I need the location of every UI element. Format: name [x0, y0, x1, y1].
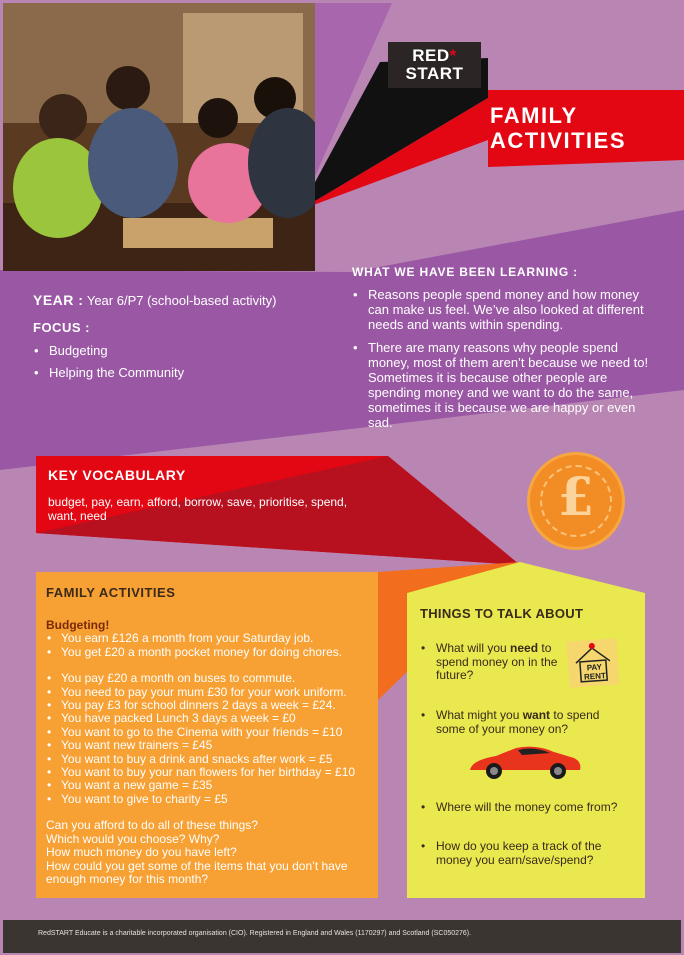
focus-list — [33, 343, 184, 387]
question: How could you get some of the items that you don’t have enough money for this month? — [46, 858, 348, 886]
vocabulary-text: budget, pay, earn, afford, borrow, save, prioritise, spend, want, need — [48, 495, 348, 523]
activity-item: • You want a new game = £35 — [46, 779, 376, 792]
year-label: YEAR : — [33, 292, 84, 308]
learning-heading: WHAT WE HAVE BEEN LEARNING : — [352, 265, 578, 279]
activity-item: • You have packed Lunch 3 days a week = £0 — [46, 712, 376, 725]
focus-item: • Helping the Community — [33, 365, 184, 380]
year-value: Year 6/P7 (school-based activity) — [86, 293, 277, 308]
footer — [3, 920, 681, 953]
activity-item: • You want to give to charity = £5 — [46, 793, 376, 806]
q1-post: to spend money on in the future? — [436, 641, 558, 682]
q2-post: to spend some of your money on? — [436, 708, 600, 736]
question: Which would you choose? Why? — [46, 831, 220, 846]
family-board-game-photo — [3, 3, 315, 271]
activity-item: • You want to go to the Cinema with your friends = £10 — [46, 726, 376, 739]
activity-item: • You get £20 a month pocket money for doing chores. — [46, 646, 376, 659]
activity-item: • You want new trainers = £45 — [46, 739, 376, 752]
pay-rent-note-icon — [566, 638, 619, 687]
activity-item: • You need to pay your mum £30 for your work uniform. — [46, 686, 376, 699]
q1-em: need — [510, 641, 539, 655]
q1-pre: What will you — [436, 641, 511, 655]
logo-star: * — [449, 46, 457, 65]
focus-item: • Budgeting — [33, 343, 184, 358]
activity-item: • You want to buy your nan flowers for her birthday = £10 — [46, 766, 376, 779]
q2-em: want — [522, 708, 551, 722]
family-activities-heading: FAMILY ACTIVITIES — [46, 585, 176, 600]
pound-coin-icon — [527, 452, 625, 550]
q2-pre: What might you — [436, 708, 523, 722]
activity-item: • You want to buy a drink and snacks after work = £5 — [46, 753, 376, 766]
vocabulary-heading: KEY VOCABULARY — [48, 467, 186, 483]
footer-text: RedSTART Educate is a charitable incorporated organisation (CIO). Registered in England and Wales (1170297) and Scotland (SC050276). — [38, 930, 472, 937]
activity-item: • You earn £126 a month from your Saturday job. — [46, 632, 376, 645]
learning-item: • There are many reasons why people spend money, most of them aren’t because we need to! Sometimes it is because other people are spending money and we want to do the same, sometimes it is because we are happy or even sad. — [352, 340, 652, 430]
note-rent: RENT — [583, 671, 607, 682]
sports-car-icon — [466, 740, 584, 782]
page-title — [490, 103, 626, 153]
focus-label: FOCUS : — [33, 320, 90, 335]
learning-item: • Reasons people spend money and how money can make us feel. We’ve also looked at different needs and wants within spending. — [352, 287, 652, 332]
question: Can you afford to do all of these things? — [46, 818, 258, 833]
logo-start: START — [405, 64, 464, 83]
question: How much money do you have left? — [46, 845, 237, 860]
talk-question-want — [420, 709, 626, 736]
activity-item: • You pay £3 for school dinners 2 days a week = £24. — [46, 699, 376, 712]
logo-red: RED — [412, 46, 450, 65]
talk-question-track: • How do you keep a track of the money you earn/save/spend? — [420, 840, 626, 867]
talk-question-need — [420, 642, 566, 683]
year-line — [33, 292, 276, 308]
title-line-2: ACTIVITIES — [490, 128, 627, 153]
learning-list — [352, 287, 652, 438]
activity-item: • You pay £20 a month on buses to commute. — [46, 672, 376, 685]
pound-sign: £ — [557, 467, 595, 528]
title-line-1: FAMILY — [490, 103, 578, 128]
budgeting-subheading: Budgeting! — [46, 618, 110, 632]
talk-question-source: • Where will the money come from? — [420, 801, 626, 815]
family-activities-body — [46, 619, 376, 886]
redstart-logo — [388, 42, 481, 88]
talk-heading: THINGS TO TALK ABOUT — [420, 606, 584, 621]
note-pay: PAY — [586, 662, 603, 673]
